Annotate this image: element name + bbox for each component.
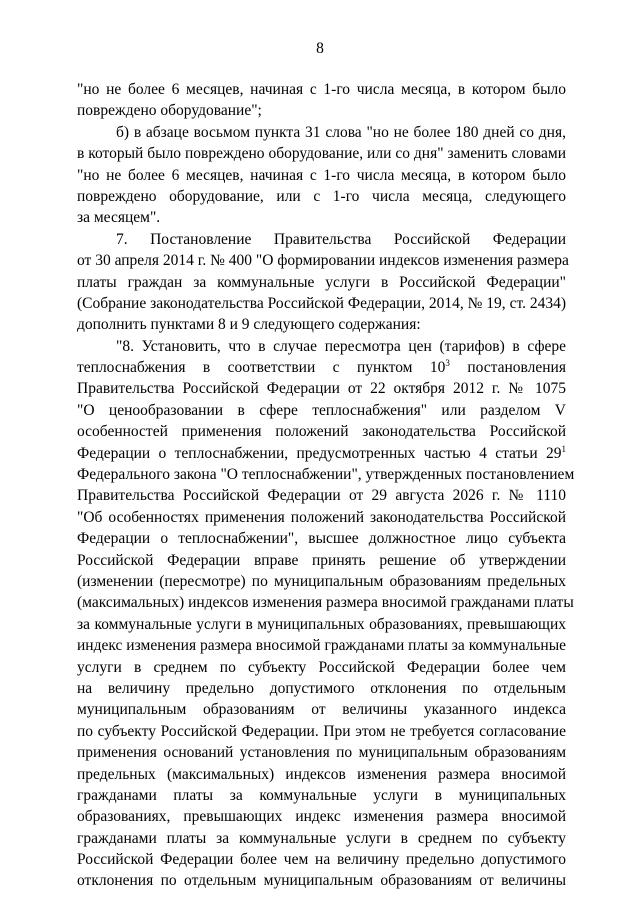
text-line (77, 207, 566, 228)
text-line (77, 357, 566, 378)
text-line (77, 678, 566, 699)
text-line (77, 571, 566, 592)
document-body (77, 79, 575, 892)
superscript: 1 (561, 443, 566, 454)
text-line-content: за коммунальные услуги в муниципальных образованиях, превышающих (77, 615, 566, 633)
text-line (77, 378, 566, 399)
text-line-content: Правительства Российской Федерации от 22 октября 2012 г. № 1075 (77, 380, 566, 398)
text-line-content: предельных (максимальных) индексов изменения размера вносимой (77, 765, 566, 783)
text-line-content: гражданами платы за коммунальные услуги в муниципальных (77, 786, 566, 804)
text-line (77, 143, 566, 164)
text-line-content: Правительства Российской Федерации от 29 августа 2026 г. № 1110 (77, 487, 566, 505)
text-line (77, 742, 566, 763)
text-line-content: (изменении (пересмотре) по муниципальным образованиям предельных (77, 572, 566, 590)
superscript: 3 (445, 358, 450, 369)
text-line-content: "О ценообразовании в сфере теплоснабжения" или разделом V (77, 401, 566, 419)
text-line (77, 100, 566, 121)
text-line (77, 229, 566, 250)
text-line-content: по субъекту Российской Федерации. При этом не требуется согласование (77, 722, 566, 740)
text-line-content: на величину предельно допустимого отклонения по отдельным (77, 679, 566, 697)
text-line (77, 657, 566, 678)
text-line (77, 293, 566, 314)
text-line-content: Федерации о теплоснабжении, предусмотренных частью 4 статьи 29 (77, 444, 562, 462)
text-line-content: платы граждан за коммунальные услуги в Российской Федерации" (77, 273, 566, 291)
text-line-content: "Об особенностях применения положений законодательства Российской (77, 508, 566, 526)
text-line-content: б) в абзаце восьмом пункта 31 слова "но не более 180 дней со дня, (116, 123, 566, 141)
text-line (77, 764, 566, 785)
text-line (77, 272, 566, 293)
text-line-content: повреждено оборудование"; (77, 102, 262, 120)
text-line (77, 550, 566, 571)
text-line-content: 7. Постановление Правительства Российской Федерации (116, 230, 566, 248)
text-line (77, 870, 566, 891)
text-line (77, 828, 566, 849)
text-line-content: Федерации о теплоснабжении", высшее должностное лицо субъекта (77, 530, 566, 548)
text-line-content: (максимальных) индексов изменения размера вносимой гражданами платы (77, 594, 574, 612)
text-line-content: услуги в среднем по субъекту Российской Федерации более чем (77, 658, 566, 676)
text-line (77, 464, 575, 485)
text-line (77, 250, 569, 271)
text-line-content: муниципальным образованиям от величины указанного индекса (77, 701, 566, 719)
text-line-content: особенностей применения положений законодательства Российской (77, 423, 566, 441)
text-line-continuation: постановления (449, 359, 566, 377)
text-line-content: Федерального закона "О теплоснабжении", утвержденных постановлением (77, 466, 575, 484)
text-line-content: "но не более 6 месяцев, начиная с 1-го числа месяца, в котором было (77, 81, 566, 98)
text-line-content: Российской Федерации более чем на величину предельно допустимого (77, 851, 566, 869)
text-line (77, 699, 566, 720)
text-line (77, 336, 566, 357)
text-line (77, 122, 566, 143)
page-number: 8 (316, 40, 324, 57)
text-line (77, 485, 566, 506)
text-line-content: "8. Установить, что в случае пересмотра цен (тарифов) в сфере (116, 337, 566, 355)
text-line (77, 314, 566, 335)
text-line-content: применения оснований установления по муниципальным образованиям (77, 744, 566, 762)
text-line (77, 528, 566, 549)
text-line (77, 165, 566, 186)
text-line (77, 806, 566, 827)
text-line (77, 443, 566, 464)
text-line (77, 614, 566, 635)
text-line (77, 721, 566, 742)
text-line (77, 849, 566, 870)
text-line-content: повреждено оборудование, или с 1-го числа месяца, следующего (77, 187, 566, 205)
text-line-content: образованиях, превышающих индекс изменения размера вносимой (77, 808, 566, 826)
text-line (77, 79, 566, 100)
text-line-content: за месяцем". (77, 209, 161, 227)
text-line-content: отклонения по отдельным муниципальным образованиям от величины (77, 872, 566, 890)
text-line (77, 421, 566, 442)
text-line-content: теплоснабжения в соответствии с пунктом 10 (77, 359, 446, 377)
text-line-content: в который было повреждено оборудование, или со дня" заменить словами (77, 145, 566, 163)
text-line-content: "но не более 6 месяцев, начиная с 1-го числа месяца, в котором было (77, 166, 566, 184)
text-line (77, 592, 574, 613)
text-line (77, 186, 566, 207)
text-line-content: Российской Федерации вправе принять решение об утверждении (77, 551, 566, 569)
text-line (77, 400, 566, 421)
text-line-content: от 30 апреля 2014 г. № 400 "О формировании индексов изменения размера (77, 252, 569, 270)
text-line (77, 785, 566, 806)
text-line-content: дополнить пунктами 8 и 9 следующего содержания: (77, 316, 421, 334)
text-line (77, 507, 566, 528)
text-line-content: (Собрание законодательства Российской Федерации, 2014, № 19, ст. 2434) (77, 294, 566, 312)
text-line-content: гражданами платы за коммунальные услуги в среднем по субъекту (77, 829, 566, 847)
text-line (77, 635, 566, 656)
text-line-content: индекс изменения размера вносимой гражданами платы за коммунальные (77, 637, 566, 655)
